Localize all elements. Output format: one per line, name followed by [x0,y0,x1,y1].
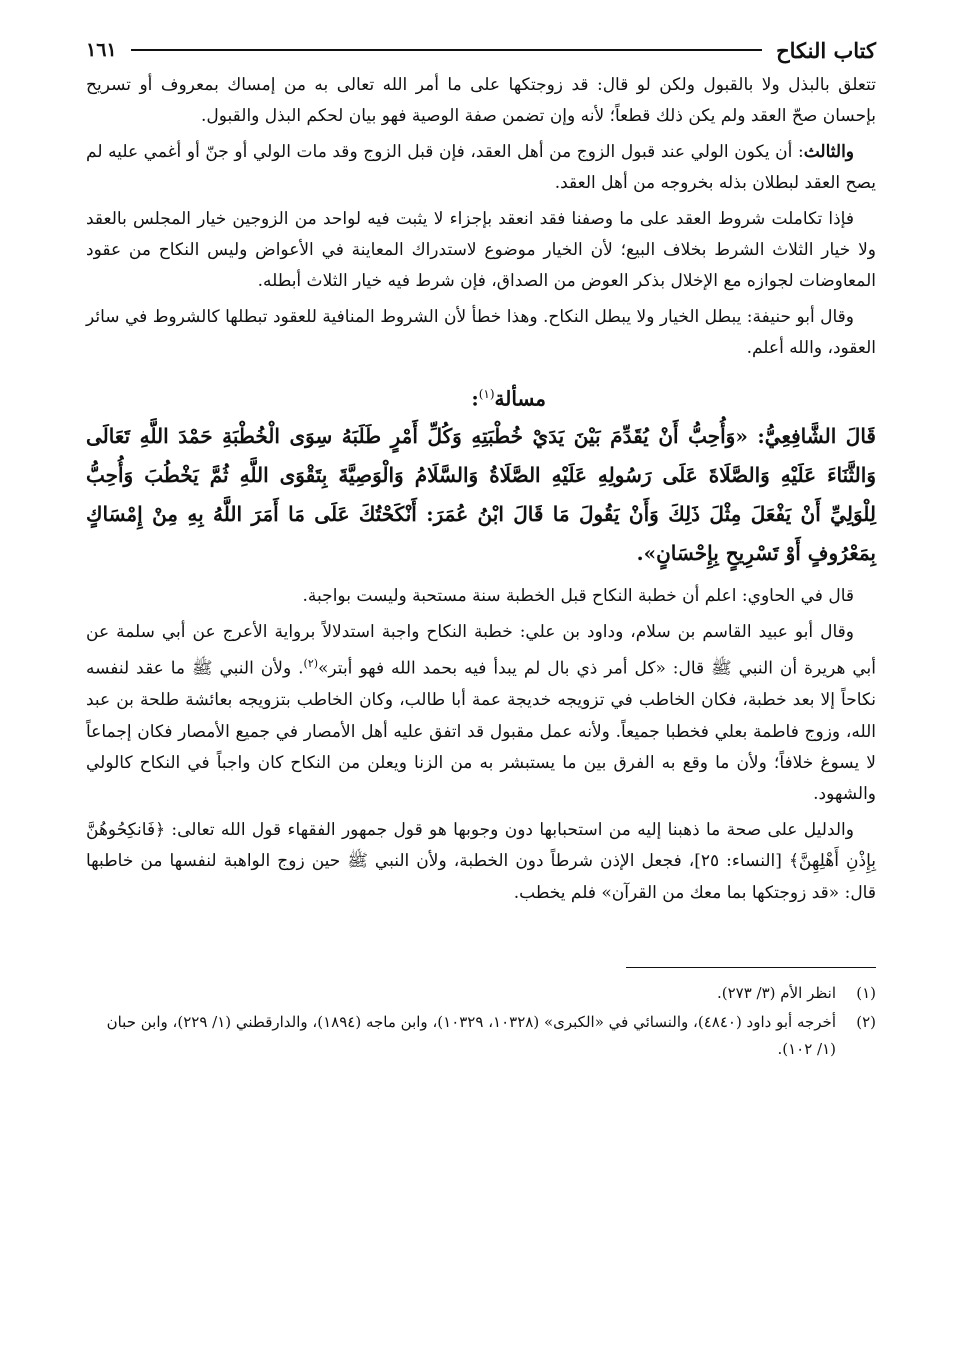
running-header [86,30,876,70]
page [86,30,876,1065]
footnote-rule [626,967,876,968]
paragraph-2-text: : أن يكون الولي عند قبول الزوج من أهل العقد، فإن قبل الزوج وقد مات الولي أو جنّ أو أغمي عليه لم يصح العقد لبطلان بذله بخروجه من أهل العقد. [86,141,876,194]
shafii-quote: قَالَ الشَّافِعِيُّ: «وَأُحِبُّ أَنْ يُقَدِّمَ بَيْنَ يَدَيْ خُطْبَتِهِ وَكُلِّ أَمْرٍ طَلَبَهُ سِوَى الْخُطْبَةِ حَمْدَ اللَّهِ تَعَالَى وَالثَّنَاءَ عَلَيْهِ وَالصَّلَاةَ عَلَى رَسُولِهِ عَلَيْهِ الصَّلَاةُ وَالسَّلَامُ وَالْوَصِيَّةَ بِتَقْوَى اللَّهِ ثُمَّ يَخْطُبَ وَأُحِبُّ لِلْوَلِيِّ أَنْ يَفْعَلَ مِثْلَ ذَلِكَ وَأَنْ يَقُولَ مَا قَالَ ابْنُ عُمَرَ: أَنْكَحْتُكَ عَلَى مَا أَمَرَ اللَّهُ بِهِ مِنْ إِمْسَاكٍ بِمَعْرُوفٍ أَوْ تَسْرِيحٍ بِإِحْسَانٍ». [86,424,876,566]
paragraph-5: قال في الحاوي: اعلم أن خطبة النكاح قبل الخطبة سنة مستحبة وليست بواجبة. [302,586,854,607]
section-heading [86,379,876,414]
paragraph-4: وقال أبو حنيفة: يبطل الخيار ولا يبطل النكاح. وهذا خطأ لأن الشروط المنافية للعقود تبطلها كالشروط في سائر العقود، والله أعلم. [86,306,876,359]
paragraph-7: والدليل على صحة ما ذهبنا إليه من استحبابها دون وجوبها هو قول جمهور الفقهاء قول الله تعالى: ﴿فَانكِحُوهُنَّ بِإِذْنِ أَهْلِهِنَّ﴾ [النساء: ٢٥]، فجعل الإذن شرطاً دون الخطبة، ولأن النبي ﷺ حين زوج الواهبة لنفسها من خاطبها قال: «قد زوجتكها بما معك من القرآن» فلم يخطب. [86,819,877,903]
section-heading-footnote-ref: (١) [478,386,495,401]
page-number: ١٦١ [86,39,117,61]
paragraph-6-text-b: . ولأن النبي ﷺ ما عقد لنفسه نكاحاً إلا بعد خطبة، فكان الخاطب في تزويجه خديجة عمة أبا طالب، وكان الخاطب بتزويجه بعائشة طلحة بن عبد الله، وزوج فاطمة بعلي فخطبا جميعاً. ولأنه عمل مقبول قد اتفق عليه أهل الأمصار في جميع الأمصار فكان إجماعاً لا يسوغ خلافاً؛ ولأن ما وقع به الفرق بين ما يستبشر به من الزنا ويعلن من النكاح كان واجباً في النكاح كالولي والشهود. [86,658,876,805]
footnotes [86,967,876,1063]
section-heading-colon: : [471,386,479,411]
header-rule [131,49,762,51]
paragraph-6-text-a: وقال أبو عبيد القاسم بن سلام، وداود بن علي: خطبة النكاح واجبة استدلالاً برواية الأعرج عن أبي سلمة عن أبي هريرة أن النبي ﷺ قال: «كل أمر ذي بال لم يبدأ فيه بحمد الله فهو أبتر» [86,621,876,679]
paragraph-1: تتعلق بالبذل ولا بالقبول ولكن لو قال: قد زوجتكها على ما أمر الله تعالى به من إمساك بمعروف أو تسريح بإحسان صحّ العقد ولم يكن ذلك قطعاً؛ لأنه وإن تضمن صفة الوصية فهو بيان لحكم البذل والقبول. [86,75,876,127]
footnote-number: (٢) [856,1013,876,1032]
page-body [86,70,876,909]
paragraph-2-lead: والثالث [803,141,854,162]
paragraph-3: فإذا تكاملت شروط العقد على ما وصفنا فقد انعقد بإجزاء لا يثبت فيه لواحد من الزوجين خيار المجلس بالعقد ولا خيار الثلاث الشرط بخلاف البيع؛ لأن الخيار موضوع لاستدراك المعاينة في الأعواض وليس النكاح من عقود المعاوضات لجوازه مع الإخلال بذكر العوض من الصداق، فإن شرط فيه خيار الثلاث أبطله. [86,208,876,292]
section-heading-text: مسألة [494,386,546,411]
footnote-number: (١) [856,984,876,1003]
paragraph-6 [86,617,876,811]
book-title: كتاب النكاح [776,37,876,63]
paragraph-6-footnote-ref: (٢) [303,657,319,671]
footnote-text: أخرجه أبو داود (٤٨٤٠)، والنسائي في «الكبرى» (١٠٣٢٨، ١٠٣٢٩)، وابن ماجه (١٨٩٤)، والدارقطني (١/ ٢٢٩)، وابن حبان (١/ ١٠٢). [106,1013,836,1059]
paragraph-2 [86,137,876,200]
footnote-2 [86,1009,876,1063]
footnote-1 [86,980,876,1007]
footnote-text: انظر الأم (٣/ ٢٧٣). [716,984,836,1003]
